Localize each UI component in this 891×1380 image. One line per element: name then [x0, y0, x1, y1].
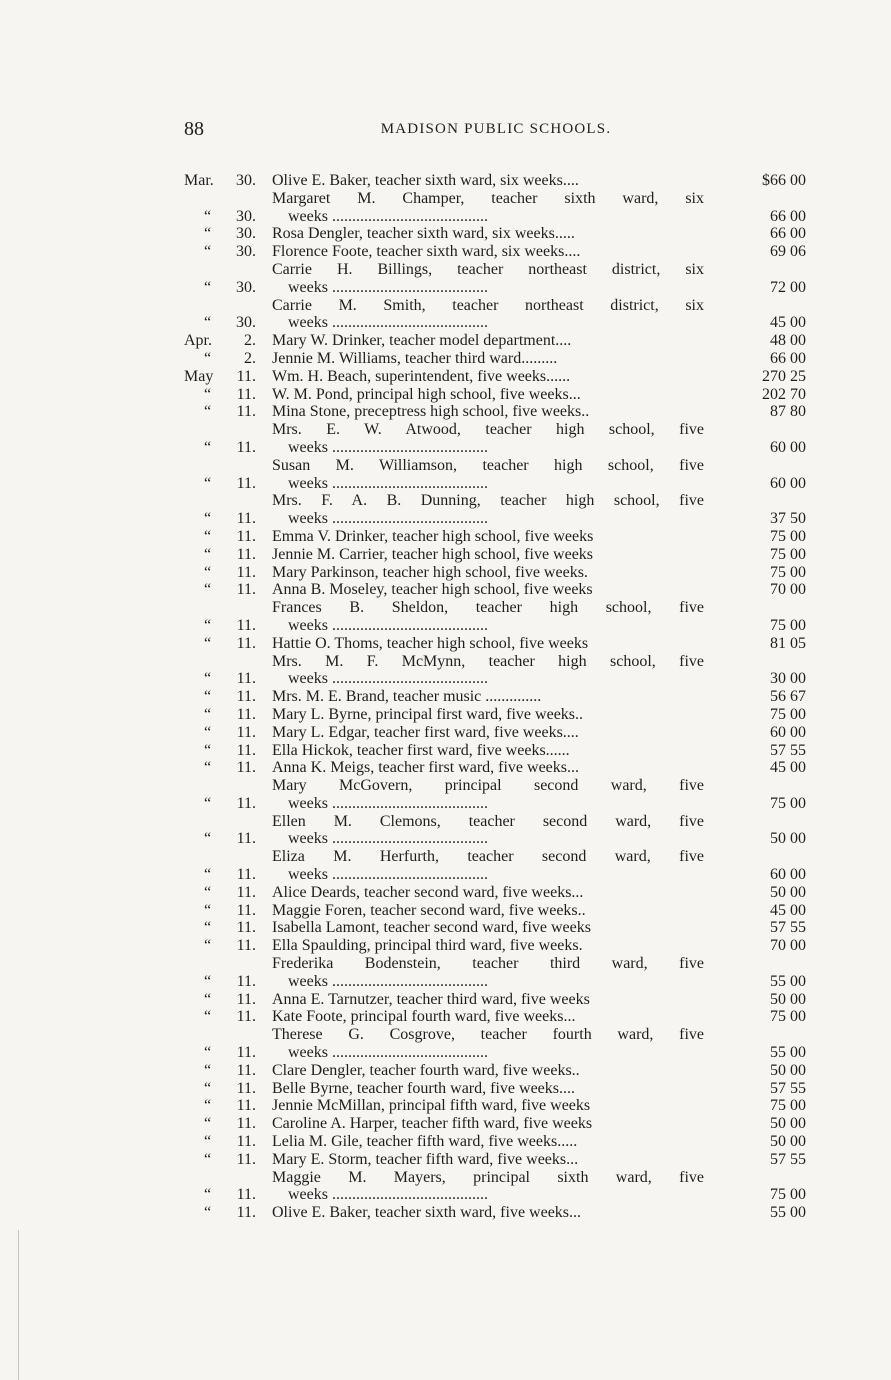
entry-description	[272, 581, 704, 599]
entry-description	[272, 457, 704, 493]
entry-description-line: Clare Dengler, teacher fourth ward, five weeks..	[272, 1061, 580, 1079]
entry-day: 11.	[236, 705, 256, 723]
entry-description-line: Olive E. Baker, teacher sixth ward, five weeks...	[272, 1204, 582, 1222]
entry-month: Mar.	[184, 172, 214, 189]
entry-amount: 45 00	[770, 314, 806, 332]
entry-amount: $66 00	[762, 172, 806, 189]
entry-month: “	[204, 1133, 212, 1151]
ledger-row	[184, 688, 808, 706]
entry-description	[272, 688, 704, 706]
entry-month: “	[204, 1150, 212, 1168]
entry-day: 11.	[236, 385, 256, 403]
entry-month: “	[204, 225, 212, 243]
entry-day: 11.	[236, 1186, 256, 1204]
entry-day: 11.	[236, 723, 256, 741]
entry-description	[272, 848, 704, 884]
entry-day: 11.	[236, 1044, 256, 1062]
entry-description	[272, 759, 704, 777]
entry-month: “	[204, 474, 212, 492]
entry-description-continuation: weeks .......................................	[288, 670, 488, 688]
entry-description-line: Mary L. Edgar, teacher first ward, five weeks....	[272, 723, 579, 741]
entry-month: “	[204, 1186, 212, 1204]
entry-day: 2.	[244, 332, 256, 350]
ledger-row	[184, 261, 808, 297]
entry-amount: 55 00	[770, 972, 806, 990]
entry-day: 11.	[236, 1008, 256, 1026]
entry-description-line: Olive E. Baker, teacher sixth ward, six weeks....	[272, 172, 579, 189]
entry-day: 11.	[236, 474, 256, 492]
entry-month: “	[204, 1204, 212, 1222]
entry-month: “	[204, 243, 212, 261]
entry-description	[272, 919, 704, 937]
entry-description-line: Kate Foote, principal fourth ward, five weeks...	[272, 1008, 576, 1026]
entry-amount: 69 06	[770, 243, 806, 261]
entry-description-line: Jennie M. Williams, teacher third ward.........	[272, 349, 558, 367]
entry-amount: 55 00	[770, 1044, 806, 1062]
ledger-row	[184, 759, 808, 777]
running-title: MADISON PUBLIC SCHOOLS.	[380, 121, 612, 137]
ledger-row	[184, 742, 808, 760]
entry-description-line: Carrie H. Billings, teacher northeast district, six	[272, 260, 704, 278]
entry-description-line: Mary L. Byrne, principal first ward, five weeks..	[272, 705, 584, 723]
entry-description	[272, 937, 704, 955]
entry-day: 11.	[236, 919, 256, 937]
entry-amount: 72 00	[770, 278, 806, 296]
entry-month: “	[204, 634, 212, 652]
entry-month: “	[204, 581, 212, 599]
ledger-row	[184, 777, 808, 813]
entry-description	[272, 955, 704, 991]
entry-day: 30.	[236, 278, 256, 296]
entry-day: 11.	[236, 1061, 256, 1079]
entry-description	[272, 742, 704, 760]
entry-amount: 45 00	[770, 901, 806, 919]
entry-description-line: Alice Deards, teacher second ward, five weeks...	[272, 883, 584, 901]
entry-amount: 45 00	[770, 759, 806, 777]
entry-description-line: Ella Hickok, teacher first ward, five weeks......	[272, 741, 570, 759]
entry-month: “	[204, 830, 212, 848]
entry-description	[272, 884, 704, 902]
entry-description-continuation: weeks .......................................	[288, 830, 488, 848]
entry-day: 11.	[236, 438, 256, 456]
ledger-row	[184, 546, 808, 564]
ledger-row	[184, 1062, 808, 1080]
entry-month: “	[204, 616, 212, 634]
entry-month: “	[204, 688, 212, 706]
entry-description	[272, 777, 704, 813]
entry-amount: 60 00	[770, 723, 806, 741]
entry-description	[272, 599, 704, 635]
entry-day: 11.	[236, 794, 256, 812]
entry-description-line: Mrs. M. F. McMynn, teacher high school, five	[272, 652, 704, 670]
ledger-row	[184, 225, 808, 243]
page-number: 88	[184, 118, 204, 140]
ledger-row	[184, 421, 808, 457]
entry-amount: 60 00	[770, 866, 806, 884]
entry-day: 30.	[236, 207, 256, 225]
entry-amount: 60 00	[770, 474, 806, 492]
entry-description-line: Jennie McMillan, principal fifth ward, five weeks	[272, 1097, 591, 1115]
entry-description-line: Mary W. Drinker, teacher model department....	[272, 332, 572, 350]
ledger-row	[184, 457, 808, 493]
entry-description	[272, 421, 704, 457]
entry-description-line: Mary Parkinson, teacher high school, five weeks.	[272, 563, 588, 581]
entry-description-line: Susan M. Williamson, teacher high school, five	[272, 456, 704, 474]
entry-description-line: Maggie M. Mayers, principal sixth ward, five	[272, 1168, 704, 1186]
entry-amount: 270 25	[762, 367, 806, 385]
entry-description-line: Maggie Foren, teacher second ward, five weeks..	[272, 901, 586, 919]
entry-month: “	[204, 670, 212, 688]
entry-day: 11.	[236, 883, 256, 901]
entry-description-line: Frederika Bodenstein, teacher third ward, five	[272, 955, 704, 973]
entry-description	[272, 1026, 704, 1062]
entry-amount: 202 70	[762, 385, 806, 403]
entry-amount: 81 05	[770, 634, 806, 652]
entry-description	[272, 991, 704, 1009]
entry-description-line: Mrs. M. E. Brand, teacher music ..............	[272, 688, 542, 706]
ledger-row	[184, 848, 808, 884]
ledger-row	[184, 937, 808, 955]
entry-description-line: Emma V. Drinker, teacher high school, five weeks	[272, 527, 594, 545]
entry-amount: 70 00	[770, 937, 806, 955]
entry-month: “	[204, 1079, 212, 1097]
entry-description-line: Eliza M. Herfurth, teacher second ward, five	[272, 848, 704, 866]
entry-day: 11.	[236, 1097, 256, 1115]
entry-month: “	[204, 883, 212, 901]
entry-day: 11.	[236, 1150, 256, 1168]
entry-month: “	[204, 314, 212, 332]
entry-month: “	[204, 759, 212, 777]
entry-description-line: Therese G. Cosgrove, teacher fourth ward, five	[272, 1026, 704, 1044]
entry-description-line: Carrie M. Smith, teacher northeast district, six	[272, 296, 704, 314]
entry-description-continuation: weeks .......................................	[288, 616, 488, 634]
entry-description	[272, 546, 704, 564]
entry-description-line: Anna E. Tarnutzer, teacher third ward, five weeks	[272, 990, 590, 1008]
entry-description	[272, 1008, 704, 1026]
entry-amount: 50 00	[770, 990, 806, 1008]
entry-description-line: Ella Spaulding, principal third ward, five weeks.	[272, 937, 583, 955]
entry-description-continuation: weeks .......................................	[288, 866, 488, 884]
entry-day: 11.	[236, 367, 256, 385]
entry-amount: 75 00	[770, 1186, 806, 1204]
entry-day: 11.	[236, 972, 256, 990]
entry-description-line: Isabella Lamont, teacher second ward, five weeks	[272, 919, 591, 937]
entry-amount: 50 00	[770, 1133, 806, 1151]
entry-description	[272, 1115, 704, 1133]
entry-description-line: Mary E. Storm, teacher fifth ward, five weeks...	[272, 1150, 579, 1168]
entry-description-line: Jennie M. Carrier, teacher high school, five weeks	[272, 545, 594, 563]
entry-amount: 30 00	[770, 670, 806, 688]
entry-month: “	[204, 545, 212, 563]
entry-month: “	[204, 1044, 212, 1062]
entry-amount: 57 55	[770, 1079, 806, 1097]
payment-ledger	[184, 172, 808, 1222]
entry-description	[272, 297, 704, 333]
entry-amount: 55 00	[770, 1204, 806, 1222]
entry-description-line: Ellen M. Clemons, teacher second ward, five	[272, 812, 704, 830]
ledger-row	[184, 1133, 808, 1151]
ledger-row	[184, 1080, 808, 1098]
entry-amount: 50 00	[770, 1061, 806, 1079]
entry-day: 11.	[236, 670, 256, 688]
ledger-row	[184, 813, 808, 849]
entry-description	[272, 1062, 704, 1080]
entry-description	[272, 403, 704, 421]
entry-day: 2.	[244, 349, 256, 367]
entry-day: 11.	[236, 527, 256, 545]
entry-description	[272, 261, 704, 297]
entry-description	[272, 243, 704, 261]
entry-description-line: Hattie O. Thoms, teacher high school, five weeks	[272, 634, 589, 652]
entry-day: 11.	[236, 688, 256, 706]
entry-month: “	[204, 901, 212, 919]
ledger-row	[184, 1204, 808, 1222]
entry-description	[272, 225, 704, 243]
entry-description-continuation: weeks .......................................	[288, 278, 488, 296]
entry-amount: 75 00	[770, 794, 806, 812]
entry-description	[272, 1080, 704, 1098]
entry-day: 11.	[236, 866, 256, 884]
entry-description-line: Mary McGovern, principal second ward, five	[272, 777, 704, 795]
ledger-row	[184, 884, 808, 902]
entry-day: 11.	[236, 1115, 256, 1133]
entry-month: “	[204, 403, 212, 421]
entry-day: 30.	[236, 172, 256, 189]
entry-day: 11.	[236, 990, 256, 1008]
entry-amount: 75 00	[770, 1008, 806, 1026]
ledger-row	[184, 528, 808, 546]
entry-amount: 66 00	[770, 225, 806, 243]
ledger-row	[184, 386, 808, 404]
entry-amount: 50 00	[770, 1115, 806, 1133]
entry-description-line: Mina Stone, preceptress high school, five weeks..	[272, 403, 590, 421]
entry-description-line: Mrs. E. W. Atwood, teacher high school, five	[272, 421, 704, 439]
entry-description	[272, 368, 704, 386]
entry-description-continuation: weeks .......................................	[288, 1186, 488, 1204]
ledger-row	[184, 190, 808, 226]
entry-month: “	[204, 278, 212, 296]
ledger-row	[184, 350, 808, 368]
page-header	[184, 118, 808, 142]
ledger-row	[184, 564, 808, 582]
entry-description-continuation: weeks .......................................	[288, 438, 488, 456]
entry-day: 30.	[236, 243, 256, 261]
entry-month: “	[204, 385, 212, 403]
entry-day: 11.	[236, 616, 256, 634]
entry-month: “	[204, 723, 212, 741]
entry-amount: 50 00	[770, 883, 806, 901]
entry-amount: 37 50	[770, 510, 806, 528]
entry-amount: 56 67	[770, 688, 806, 706]
ledger-row	[184, 706, 808, 724]
entry-day: 11.	[236, 510, 256, 528]
entry-description	[272, 332, 704, 350]
entry-day: 11.	[236, 937, 256, 955]
entry-amount: 48 00	[770, 332, 806, 350]
entry-description-continuation: weeks .......................................	[288, 972, 488, 990]
entry-day: 11.	[236, 545, 256, 563]
entry-day: 30.	[236, 225, 256, 243]
entry-description	[272, 1169, 704, 1205]
entry-description	[272, 172, 704, 190]
entry-month: “	[204, 741, 212, 759]
entry-description	[272, 386, 704, 404]
entry-month: “	[204, 1097, 212, 1115]
ledger-row	[184, 297, 808, 333]
entry-day: 11.	[236, 634, 256, 652]
entry-day: 11.	[236, 901, 256, 919]
entry-day: 11.	[236, 830, 256, 848]
entry-month: “	[204, 1008, 212, 1026]
entry-month: “	[204, 510, 212, 528]
entry-description	[272, 190, 704, 226]
entry-month: “	[204, 990, 212, 1008]
entry-description-line: Anna B. Moseley, teacher high school, five weeks	[272, 581, 593, 599]
entry-month: “	[204, 866, 212, 884]
ledger-row	[184, 902, 808, 920]
entry-description-line: Belle Byrne, teacher fourth ward, five weeks....	[272, 1079, 575, 1097]
entry-month: Apr.	[184, 332, 212, 350]
ledger-row	[184, 919, 808, 937]
entry-description-continuation: weeks .......................................	[288, 794, 488, 812]
entry-day: 11.	[236, 1204, 256, 1222]
entry-description-line: Florence Foote, teacher sixth ward, six weeks....	[272, 243, 581, 261]
entry-description	[272, 1097, 704, 1115]
entry-amount: 57 55	[770, 919, 806, 937]
entry-amount: 75 00	[770, 545, 806, 563]
entry-amount: 50 00	[770, 830, 806, 848]
entry-amount: 75 00	[770, 563, 806, 581]
entry-amount: 87 80	[770, 403, 806, 421]
entry-month: “	[204, 207, 212, 225]
entry-description-line: Lelia M. Gile, teacher fifth ward, five weeks.....	[272, 1133, 578, 1151]
entry-description-line: W. M. Pond, principal high school, five weeks...	[272, 385, 581, 403]
entry-description-continuation: weeks .......................................	[288, 1044, 488, 1062]
entry-amount: 60 00	[770, 438, 806, 456]
entry-day: 30.	[236, 314, 256, 332]
ledger-row	[184, 1097, 808, 1115]
entry-amount: 66 00	[770, 349, 806, 367]
entry-description	[272, 653, 704, 689]
entry-amount: 66 00	[770, 207, 806, 225]
ledger-row	[184, 332, 808, 350]
entry-amount: 75 00	[770, 705, 806, 723]
entry-description	[272, 724, 704, 742]
entry-amount: 75 00	[770, 1097, 806, 1115]
entry-day: 11.	[236, 1133, 256, 1151]
entry-month: “	[204, 349, 212, 367]
entry-amount: 57 55	[770, 741, 806, 759]
entry-month: May	[184, 367, 214, 385]
entry-day: 11.	[236, 1079, 256, 1097]
entry-month: “	[204, 438, 212, 456]
entry-description-continuation: weeks .......................................	[288, 474, 488, 492]
ledger-row	[184, 991, 808, 1009]
entry-description	[272, 1204, 704, 1222]
entry-day: 11.	[236, 741, 256, 759]
entry-month: “	[204, 919, 212, 937]
page-edge-line	[18, 1230, 19, 1380]
entry-description-line: Wm. H. Beach, superintendent, five weeks......	[272, 367, 571, 385]
ledger-row	[184, 581, 808, 599]
entry-month: “	[204, 1115, 212, 1133]
ledger-row	[184, 172, 808, 190]
ledger-row	[184, 1115, 808, 1133]
entry-description-continuation: weeks .......................................	[288, 314, 488, 332]
entry-month: “	[204, 705, 212, 723]
entry-description	[272, 902, 704, 920]
entry-day: 11.	[236, 563, 256, 581]
entry-description	[272, 564, 704, 582]
entry-month: “	[204, 563, 212, 581]
ledger-row	[184, 1026, 808, 1062]
entry-description	[272, 706, 704, 724]
entry-amount: 70 00	[770, 581, 806, 599]
entry-amount: 57 55	[770, 1150, 806, 1168]
ledger-row	[184, 724, 808, 742]
entry-month: “	[204, 937, 212, 955]
ledger-row	[184, 1008, 808, 1026]
ledger-row	[184, 955, 808, 991]
ledger-row	[184, 653, 808, 689]
entry-amount: 75 00	[770, 616, 806, 634]
entry-description-line: Frances B. Sheldon, teacher high school, five	[272, 599, 704, 617]
ledger-row	[184, 1151, 808, 1169]
entry-description-continuation: weeks .......................................	[288, 207, 488, 225]
entry-description	[272, 492, 704, 528]
ledger-row	[184, 635, 808, 653]
ledger-row	[184, 492, 808, 528]
entry-day: 11.	[236, 581, 256, 599]
entry-description	[272, 635, 704, 653]
entry-month: “	[204, 1061, 212, 1079]
entry-description	[272, 813, 704, 849]
entry-description	[272, 528, 704, 546]
entry-day: 11.	[236, 403, 256, 421]
entry-month: “	[204, 527, 212, 545]
entry-description-line: Margaret M. Champer, teacher sixth ward, six	[272, 189, 704, 207]
entry-description	[272, 1151, 704, 1169]
ledger-row	[184, 368, 808, 386]
entry-description-continuation: weeks .......................................	[288, 510, 488, 528]
entry-description-line: Anna K. Meigs, teacher first ward, five weeks...	[272, 759, 580, 777]
entry-description-line: Caroline A. Harper, teacher fifth ward, five weeks	[272, 1115, 593, 1133]
entry-month: “	[204, 972, 212, 990]
entry-description-line: Rosa Dengler, teacher sixth ward, six weeks.....	[272, 225, 575, 243]
ledger-row	[184, 403, 808, 421]
entry-amount: 75 00	[770, 527, 806, 545]
ledger-row	[184, 243, 808, 261]
entry-day: 11.	[236, 759, 256, 777]
ledger-row	[184, 1169, 808, 1205]
entry-description-line: Mrs. F. A. B. Dunning, teacher high school, five	[272, 492, 704, 510]
entry-description	[272, 1133, 704, 1151]
entry-description	[272, 350, 704, 368]
entry-month: “	[204, 794, 212, 812]
ledger-row	[184, 599, 808, 635]
